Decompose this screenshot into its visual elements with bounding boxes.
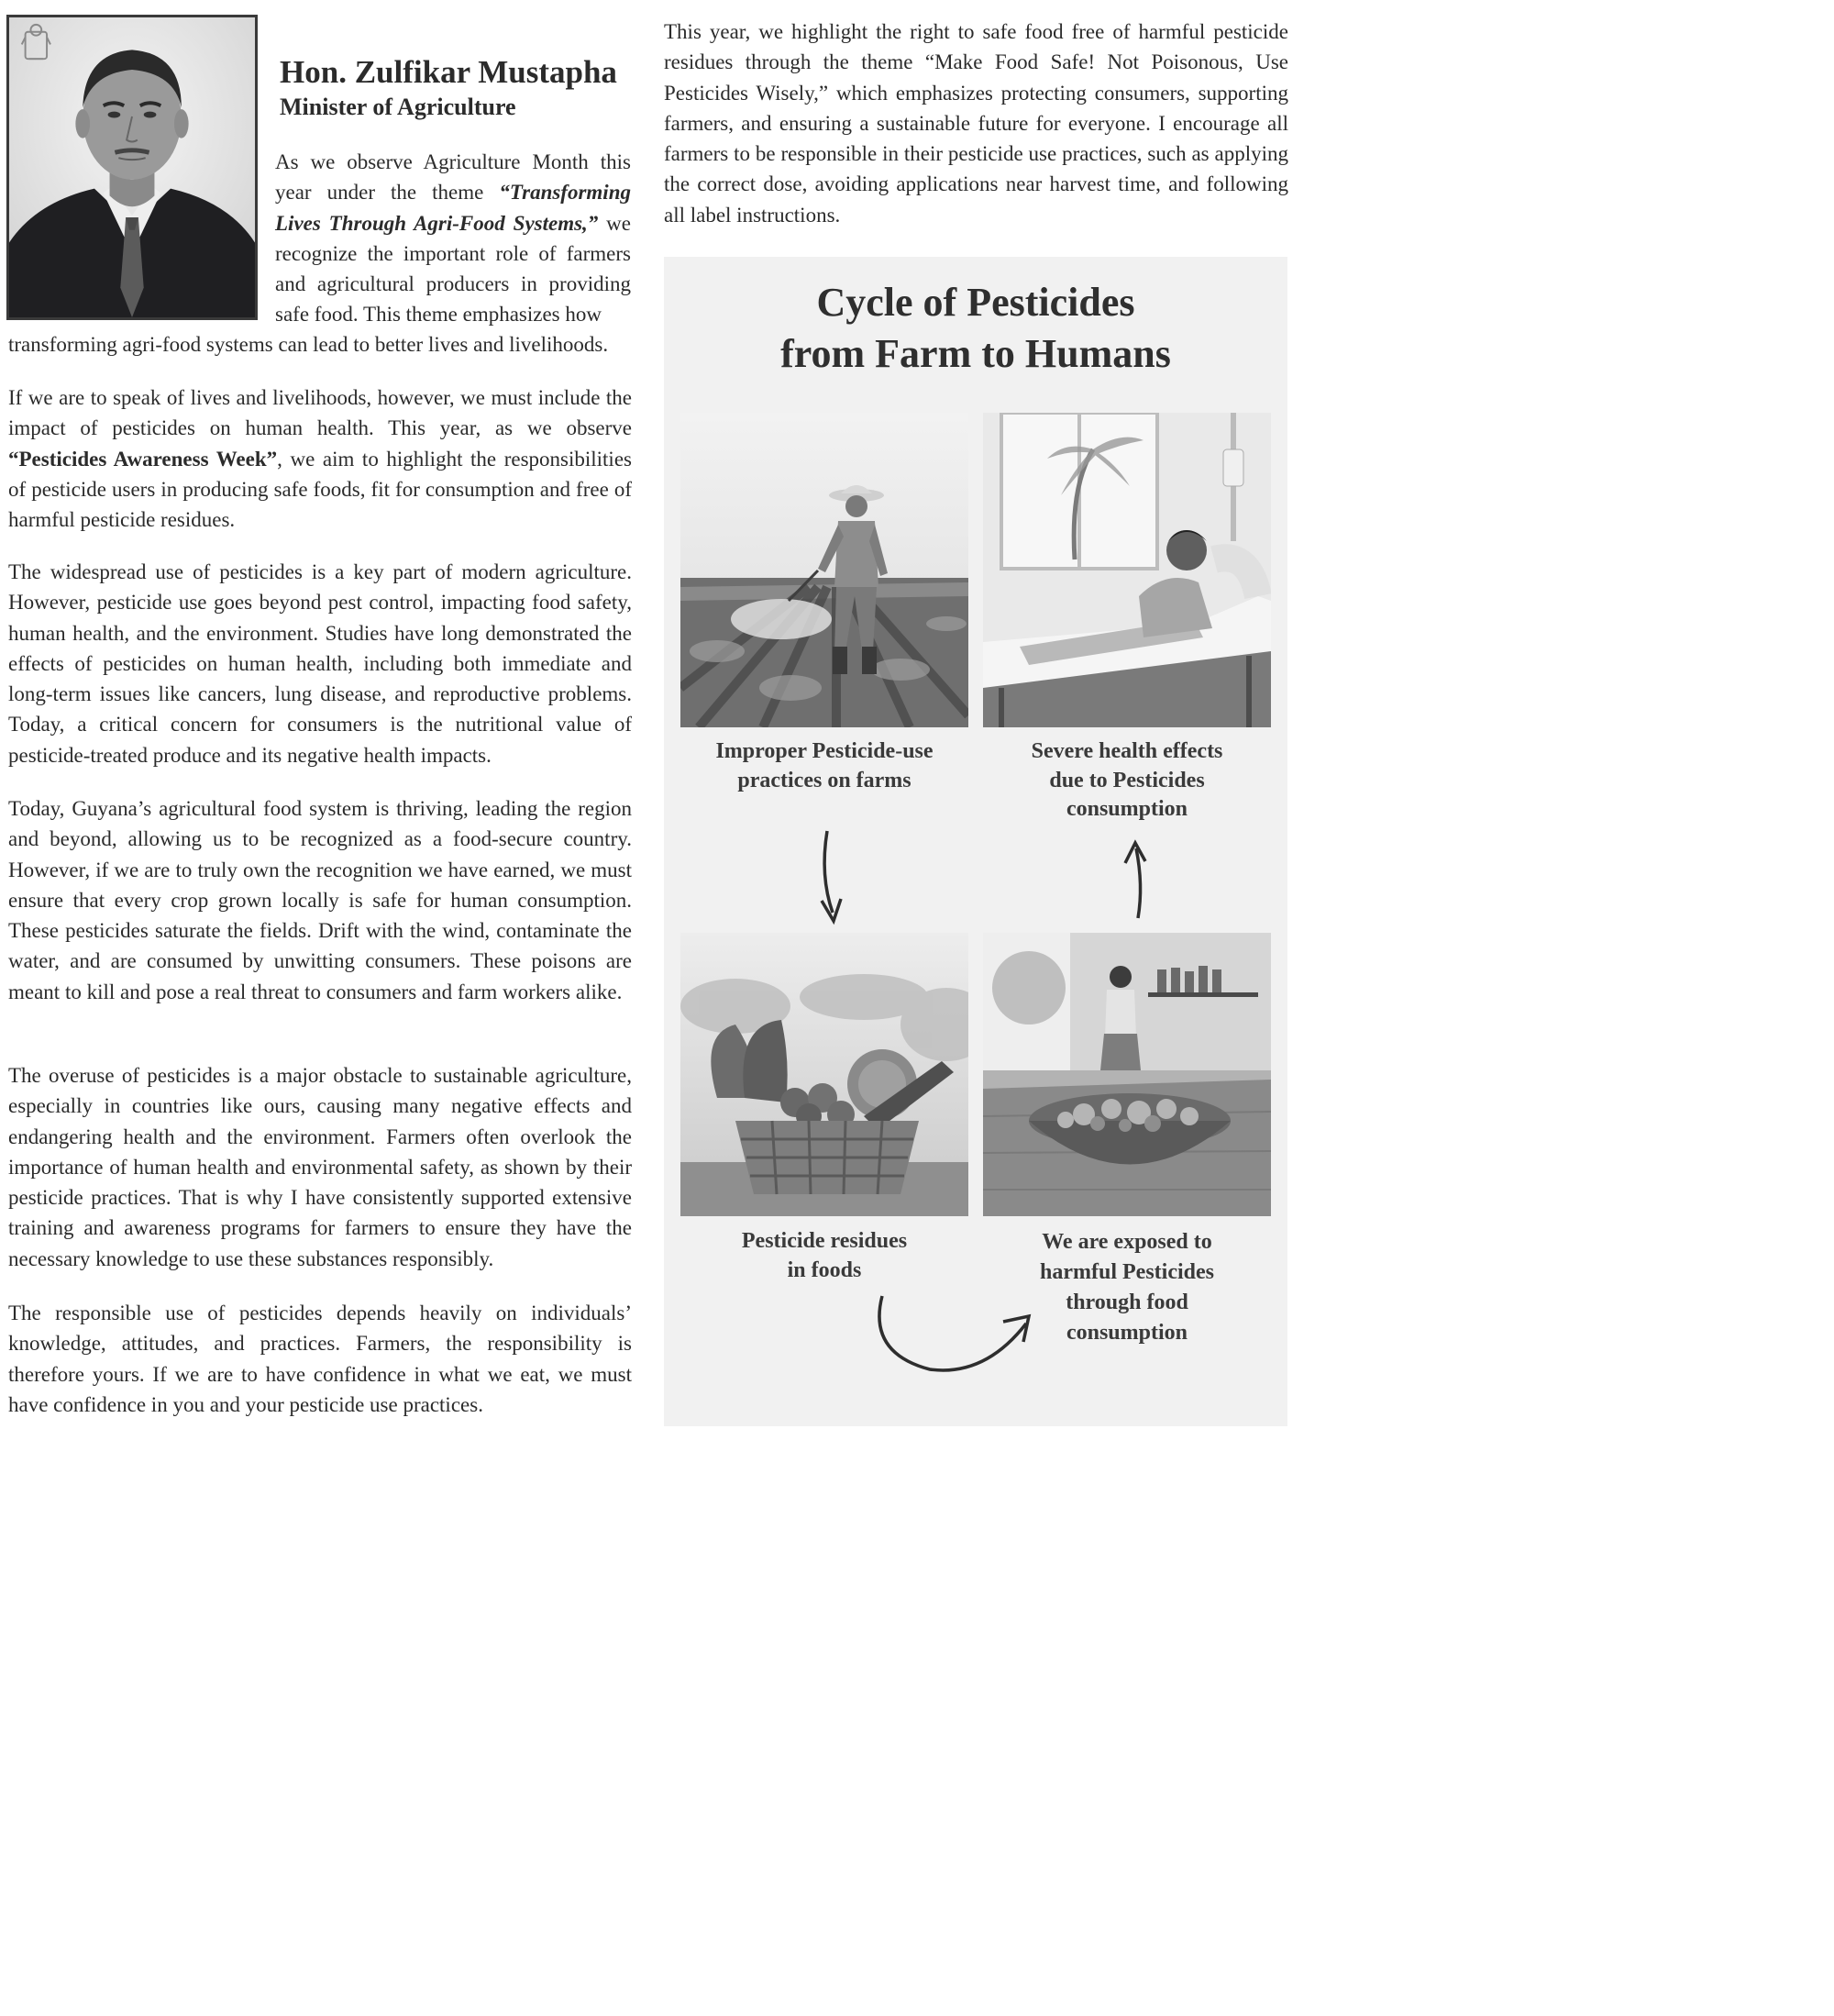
paragraph-food-system: Today, Guyana’s agricultural food system is thriving, leading the region and beyond, allowing us to be recognized as a food-secure country. However, if we are to truly own the recognition we have earned, we must ensure that every crop grown locally is safe for human consumption. These pesticides saturate the fields. Drift with the wind, contaminate the water, and are consumed by unwitting consumers. These poisons are meant to kill and pose a real threat to consumers and farm workers alike.: [8, 797, 632, 1003]
intro-paragraph-tail: transforming agri-food systems can lead to better lives and livelihoods.: [8, 333, 609, 356]
step3-line4: consumption: [1066, 1321, 1188, 1345]
step3-line1: We are exposed to: [1042, 1230, 1212, 1254]
cycle-step-1-caption: [680, 737, 968, 795]
arrow-down-icon: [811, 825, 856, 926]
kitchen-salad-photo: [983, 933, 1271, 1216]
step3-line2: harmful Pesticides: [1040, 1260, 1214, 1284]
minister-portrait: [6, 15, 258, 320]
cycle-step-4-caption: [983, 737, 1271, 825]
cycle-infographic: [664, 257, 1287, 1426]
cycle-title: [664, 277, 1287, 380]
step4-line2: due to Pesticides: [1049, 768, 1205, 792]
intro-theme: “Transforming Lives Through Agri-Food Systems,”: [275, 181, 631, 235]
arrow-curve-right-icon: [866, 1289, 1040, 1380]
farmer-spraying-photo: [680, 413, 968, 727]
minister-name: Hon. Zulfikar Mustapha: [280, 54, 617, 90]
minister-role: Minister of Agriculture: [280, 94, 516, 120]
step3-line3: through food: [1066, 1290, 1188, 1314]
paragraph-overuse: The overuse of pesticides is a major obstacle to sustainable agriculture, especially in countries like ours, causing many negative effects and endangering health and the environment. Farmers often overlook the importance of human health and environmental safety, as shown by their pesticide practices. That is why I have consistently supported extensive training and awareness programs for farmers to ensure they have the necessary knowledge to use these substances responsibly.: [8, 1064, 632, 1270]
paragraph-awareness-week: [8, 382, 632, 535]
arrow-up-icon: [1118, 839, 1164, 922]
step4-line1: Severe health effects: [1031, 739, 1223, 763]
step1-line2: practices on farms: [737, 768, 911, 792]
step2-line1: Pesticide residues: [741, 1229, 908, 1253]
hospital-patient-photo: [983, 413, 1271, 727]
intro-paragraph: [275, 147, 631, 330]
vegetable-basket-photo: [680, 933, 968, 1216]
intro-rest: we recognize the important role of farmers and agricultural producers in providing safe food. This theme emphasizes how: [275, 211, 631, 327]
paragraph-theme-safe-food: This year, we highlight the right to safe food free of harmful pesticide residues through the theme “Make Food Safe! Not Poisonous, Use Pesticides Wisely,” which emphasizes protecting consumers, supporting farmers, and ensuring a sustainable future for everyone. I encourage all farmers to be responsible in their pesticide use practices, such as applying the correct dose, avoiding applications near harvest time, and following all label instructions.: [664, 20, 1288, 227]
cycle-title-line2: from Farm to Humans: [780, 331, 1171, 376]
paragraph-modern-agriculture: The widespread use of pesticides is a key part of modern agriculture. However, pesticide use goes beyond pest control, impacting food safety, human health, and the environment. Studies have long demonstrated the effects of pesticides on human health, including both immediate and long-term issues like cancers, lung disease, and reproductive problems. Today, a critical concern for consumers is the nutritional value of pesticide-treated produce and its negative health impacts.: [8, 560, 632, 767]
cycle-step-2-caption: [680, 1227, 968, 1285]
paragraph1-before: If we are to speak of lives and livelihoods, however, we must include the impact of pesticides on human health. This year, as we observe: [8, 386, 632, 440]
paragraph-responsible-use: The responsible use of pesticides depends heavily on individuals’ knowledge, attitudes, and practices. Farmers, the responsibility is therefore yours. If we are to have confidence in what we eat, we must have confidence in you and your pesticide use practices.: [8, 1302, 632, 1416]
step2-line2: in foods: [787, 1257, 862, 1282]
step4-line3: consumption: [1066, 797, 1188, 821]
step1-line1: Improper Pesticide-use: [715, 739, 934, 763]
intro-lead: As we observe Agriculture Month this year under the theme: [275, 150, 631, 205]
paragraph1-bold: “Pesticides Awareness Week”: [8, 447, 278, 471]
header: [280, 53, 637, 122]
paragraph1-after: , we aim to highlight the responsibilities of pesticide users in producing safe foods, fit for consumption and free of harmful pesticide residues.: [8, 447, 632, 532]
cycle-title-line1: Cycle of Pesticides: [816, 280, 1135, 325]
